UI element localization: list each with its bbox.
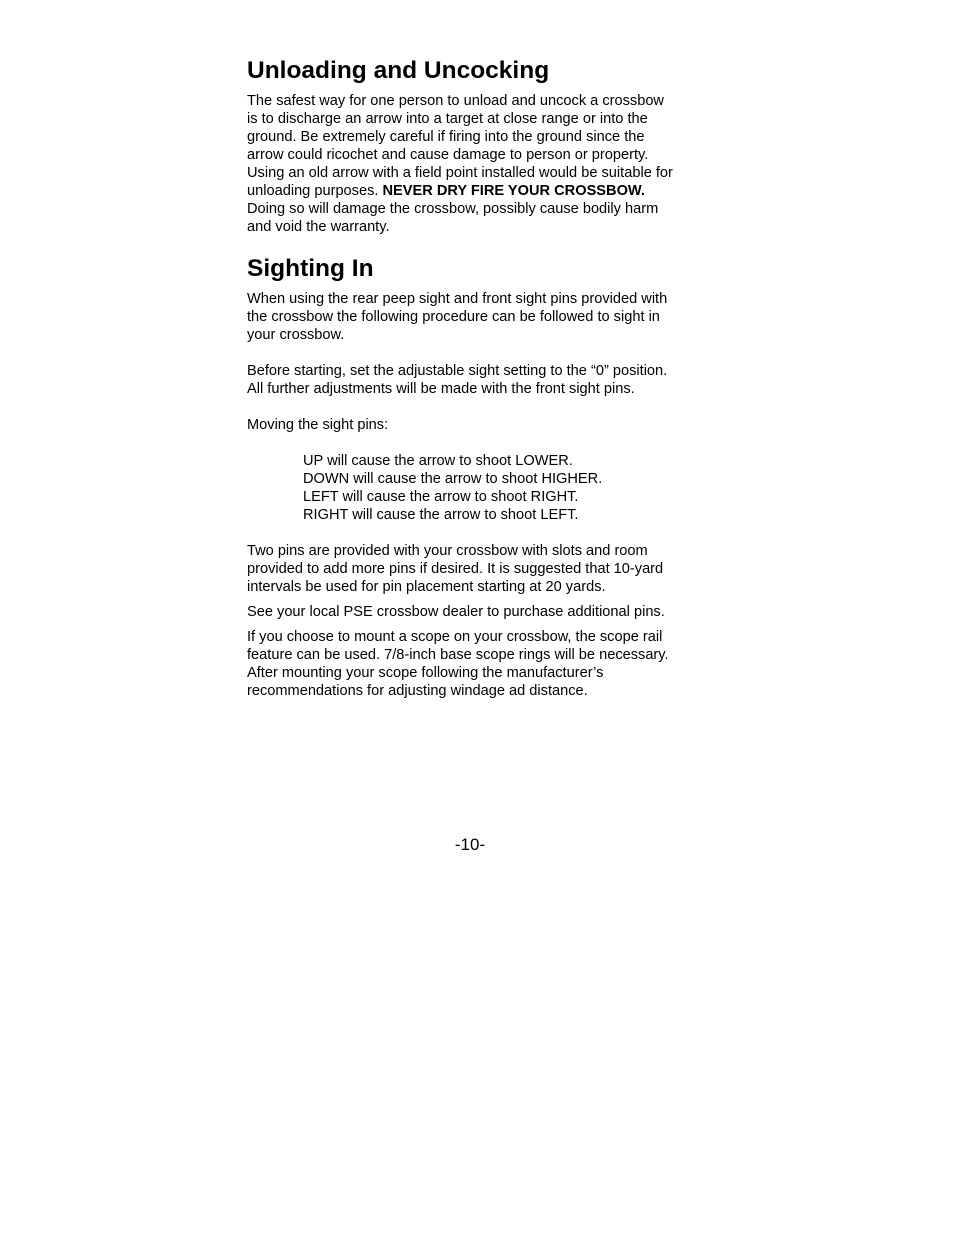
list-item: DOWN will cause the arrow to shoot HIGHER.	[303, 471, 603, 487]
document-page	[247, 56, 717, 700]
list-item: LEFT will cause the arrow to shoot RIGHT.	[303, 489, 579, 505]
text-line: See your local PSE crossbow dealer to purchase additional pins.	[247, 604, 665, 620]
text-line: ground. Be extremely careful if firing into the ground since the	[247, 129, 645, 145]
text-line: Two pins are provided with your crossbow with slots and room	[247, 543, 648, 559]
page-number: -10-	[454, 835, 486, 854]
text-line: Doing so will damage the crossbow, possibly cause bodily harm	[247, 201, 659, 217]
pin-move-list	[247, 452, 717, 524]
sighting-paragraph-3	[247, 416, 717, 434]
text-line: The safest way for one person to unload and uncock a crossbow	[247, 93, 664, 109]
text-line: When using the rear peep sight and front sight pins provided with	[247, 291, 668, 307]
text-line: and void the warranty.	[247, 219, 390, 235]
text-line: Moving the sight pins:	[247, 417, 389, 433]
text-line: Using an old arrow with a field point installed would be suitable for	[247, 165, 673, 181]
text-line: intervals be used for pin placement starting at 20 yards.	[247, 579, 606, 595]
text-line: your crossbow.	[247, 327, 345, 343]
section-title-sighting-in: Sighting In	[247, 255, 374, 282]
sighting-paragraph-2	[247, 362, 717, 398]
text-line	[247, 182, 717, 200]
text-line: All further adjustments will be made with the front sight pins.	[247, 381, 635, 397]
sighting-paragraph-5	[247, 603, 717, 621]
text-line: arrow could ricochet and cause damage to person or property.	[247, 147, 649, 163]
text-line: After mounting your scope following the manufacturer’s	[247, 665, 604, 681]
list-item: RIGHT will cause the arrow to shoot LEFT.	[303, 507, 579, 523]
sighting-paragraph-1	[247, 290, 717, 344]
unloading-paragraph	[247, 92, 717, 236]
text-line: provided to add more pins if desired. It is suggested that 10-yard	[247, 561, 664, 577]
text-line: feature can be used. 7/8-inch base scope rings will be necessary.	[247, 647, 669, 663]
text-line: recommendations for adjusting windage ad distance.	[247, 683, 588, 699]
warning-text: NEVER DRY FIRE YOUR CROSSBOW.	[382, 183, 645, 199]
text-line: the crossbow the following procedure can be followed to sight in	[247, 309, 660, 325]
text-line: Before starting, set the adjustable sight setting to the “0” position.	[247, 363, 668, 379]
text-run: unloading purposes.	[247, 183, 383, 199]
sighting-paragraph-6	[247, 628, 717, 700]
sighting-paragraph-4	[247, 542, 717, 596]
section-title-unloading: Unloading and Uncocking	[247, 57, 550, 84]
text-line: If you choose to mount a scope on your crossbow, the scope rail	[247, 629, 663, 645]
list-item: UP will cause the arrow to shoot LOWER.	[303, 453, 573, 469]
text-line: is to discharge an arrow into a target at close range or into the	[247, 111, 648, 127]
